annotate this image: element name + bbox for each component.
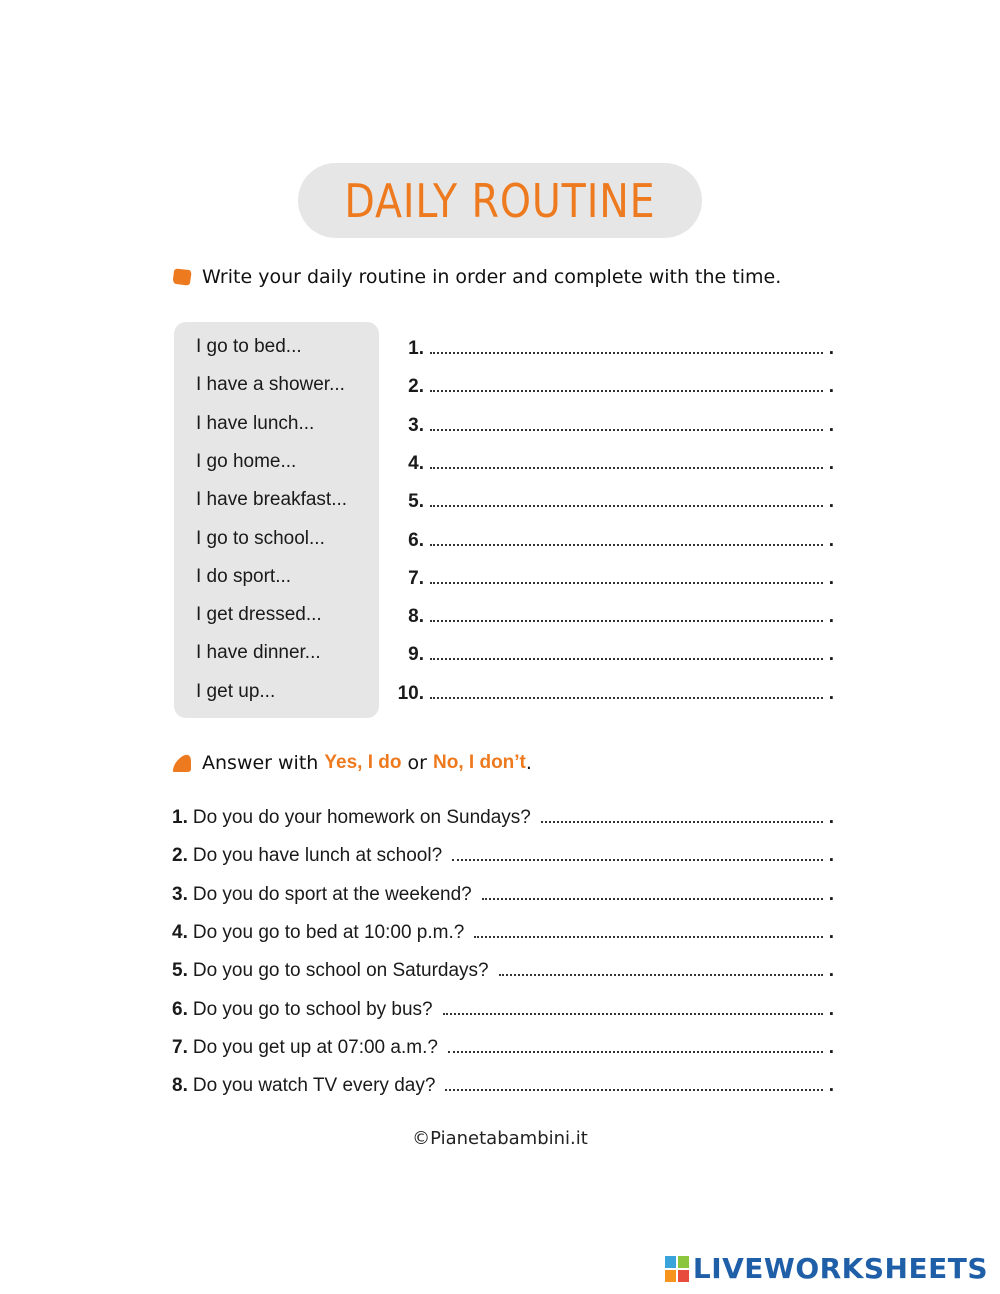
question-text: Do you do your homework on Sundays? — [192, 807, 531, 828]
line-end-period: . — [828, 960, 834, 981]
routine-number: 8. — [408, 606, 424, 627]
question-row — [172, 1034, 834, 1058]
answer-blank[interactable] — [452, 842, 823, 861]
line-end-period: . — [828, 683, 834, 704]
routine-phrase: I go to bed... — [196, 336, 302, 357]
line-end-period: . — [828, 922, 834, 943]
no-answer-highlight: No, I don’t — [433, 752, 526, 773]
answer-blank[interactable] — [430, 527, 823, 546]
line-end-period: . — [828, 884, 834, 905]
answer-blank[interactable] — [430, 412, 823, 431]
answer-blank[interactable] — [430, 335, 823, 354]
question-number: 1. — [172, 807, 188, 828]
line-end-period: . — [828, 376, 834, 397]
routine-phrase: I do sport... — [196, 566, 292, 587]
line-end-period: . — [828, 568, 834, 589]
answer-blank[interactable] — [430, 680, 823, 699]
question-row — [172, 996, 834, 1020]
section2-instruction-period: . — [525, 752, 532, 774]
routine-number: 5. — [408, 491, 424, 512]
brand-name: LIVEWORKSHEETS — [692, 1252, 988, 1285]
routine-answer-row — [382, 450, 834, 474]
question-number: 7. — [172, 1037, 188, 1058]
routine-answer-row — [382, 373, 834, 397]
yes-answer-highlight: Yes, I do — [324, 752, 402, 773]
answer-blank[interactable] — [443, 996, 823, 1015]
line-end-period: . — [828, 491, 834, 512]
line-end-period: . — [828, 453, 834, 474]
question-row — [172, 804, 834, 828]
answer-blank[interactable] — [474, 919, 822, 938]
question-number: 4. — [172, 922, 188, 943]
routine-number: 4. — [408, 453, 424, 474]
question-text: Do you do sport at the weekend? — [192, 884, 472, 905]
question-row — [172, 1072, 834, 1096]
section2-instruction-prefix: Answer with — [202, 752, 319, 774]
routine-number: 10. — [397, 683, 424, 704]
routine-answer-row — [382, 488, 834, 512]
section1-instruction — [172, 266, 781, 288]
question-number: 2. — [172, 845, 188, 866]
answer-blank[interactable] — [448, 1034, 823, 1053]
answer-blank[interactable] — [482, 881, 823, 900]
answer-blank[interactable] — [541, 804, 823, 823]
question-number: 6. — [172, 999, 188, 1020]
page-title: DAILY ROUTINE — [344, 173, 656, 228]
question-row — [172, 842, 834, 866]
question-text: Do you have lunch at school? — [192, 845, 443, 866]
routine-phrase: I go to school... — [196, 528, 325, 549]
routine-answer-row — [382, 680, 834, 704]
line-end-period: . — [828, 1075, 834, 1096]
orange-bullet-icon — [172, 754, 192, 772]
routine-answer-row — [382, 565, 834, 589]
question-text: Do you go to school by bus? — [192, 999, 433, 1020]
line-end-period: . — [828, 338, 834, 359]
title-banner — [298, 163, 702, 238]
line-end-period: . — [828, 999, 834, 1020]
routine-answer-row — [382, 412, 834, 436]
line-end-period: . — [828, 1037, 834, 1058]
section1-instruction-text: Write your daily routine in order and complete with the time. — [202, 266, 782, 288]
question-number: 5. — [172, 960, 188, 981]
answer-blank[interactable] — [430, 488, 823, 507]
answer-blank[interactable] — [430, 603, 823, 622]
routine-phrase: I have lunch... — [196, 413, 315, 434]
answer-blank[interactable] — [430, 450, 823, 469]
routine-number: 6. — [408, 530, 424, 551]
question-number: 8. — [172, 1075, 188, 1096]
orange-bullet-icon — [172, 268, 192, 286]
routine-number: 3. — [408, 415, 424, 436]
line-end-period: . — [828, 606, 834, 627]
liveworksheets-brand[interactable] — [665, 1252, 988, 1285]
section2-instruction — [172, 752, 532, 774]
answer-blank[interactable] — [430, 565, 823, 584]
question-text: Do you get up at 07:00 a.m.? — [192, 1037, 438, 1058]
question-text: Do you watch TV every day? — [192, 1075, 436, 1096]
line-end-period: . — [828, 415, 834, 436]
question-row — [172, 957, 834, 981]
liveworksheets-logo-icon — [665, 1256, 689, 1282]
routine-number: 2. — [408, 376, 424, 397]
question-row — [172, 919, 834, 943]
routine-phrase: I get dressed... — [196, 604, 322, 625]
answer-blank[interactable] — [499, 957, 823, 976]
routine-answer-row — [382, 527, 834, 551]
answer-blank[interactable] — [430, 641, 823, 660]
question-number: 3. — [172, 884, 188, 905]
question-text: Do you go to school on Saturdays? — [192, 960, 489, 981]
line-end-period: . — [828, 807, 834, 828]
answer-blank[interactable] — [430, 373, 823, 392]
routine-phrase: I have dinner... — [196, 642, 321, 663]
routine-phrase: I have a shower... — [196, 374, 345, 395]
line-end-period: . — [828, 644, 834, 665]
routine-number: 1. — [408, 338, 424, 359]
routine-number: 7. — [408, 568, 424, 589]
routine-answer-row — [382, 335, 834, 359]
or-word: or — [407, 752, 427, 774]
routine-answer-row — [382, 603, 834, 627]
routine-phrase: I go home... — [196, 451, 297, 472]
routine-phrase: I have breakfast... — [196, 489, 348, 510]
question-text: Do you go to bed at 10:00 p.m.? — [192, 922, 465, 943]
routine-phrase: I get up... — [196, 681, 276, 702]
answer-blank[interactable] — [445, 1072, 822, 1091]
routine-number: 9. — [408, 644, 424, 665]
routine-answer-row — [382, 641, 834, 665]
question-row — [172, 881, 834, 905]
line-end-period: . — [828, 845, 834, 866]
line-end-period: . — [828, 530, 834, 551]
copyright-footer: ©Pianetabambini.it — [412, 1128, 588, 1149]
